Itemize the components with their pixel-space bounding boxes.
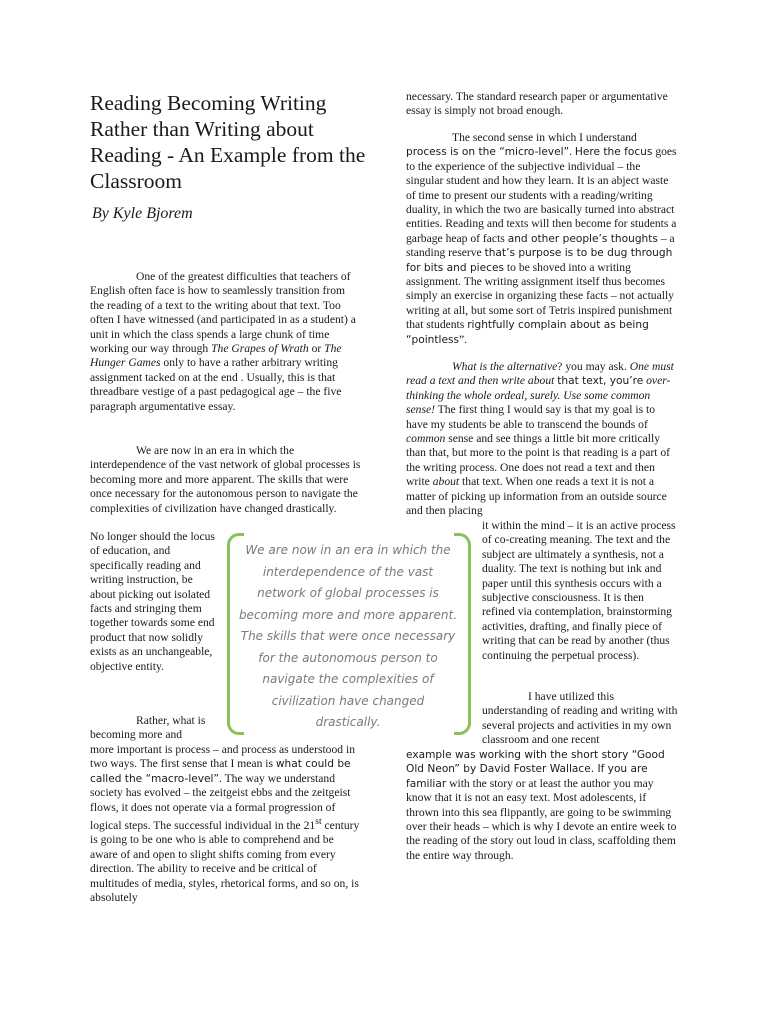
text-run: with the story or at least the author you may know that it is not an easy text. Most adolescents, if thrown into this sea flippantly, are going to be swimming over their heads – which is why I devote an entire week to the reading of the story out loud in class, scaffolding them the entire way through. [406, 776, 677, 862]
book-title: The Grapes of Wrath [211, 342, 309, 356]
right-paragraph-0 [406, 90, 678, 119]
text-run: We are now in an era in which the interdependence of the vast network of global processes is becoming more and more apparent. The skills that were once necessary for the autonomous person to navigate the complexities of civilization have changed drastically. [90, 444, 361, 515]
text-run: No longer should the locus of education, and specifically reading and writing instruction, be about picking out isolated facts and stringing them together towards some end product that now solidly exists as an unchangeable, objective entity. [90, 530, 215, 673]
left-paragraph-2-wrap [90, 530, 218, 674]
text-run: over-thinking the whole ordeal, surely. Use some common sense! [406, 374, 671, 417]
article-title: Reading Becoming Writing Rather than Writing about Reading - An Example from the Classroom [90, 91, 366, 193]
text-run: One of the greatest difficulties that teachers of English often face is how to seamlessly transition from the reading of a text to the writing about that text. Too often I have witnessed (and participated in as a student) a unit in which the class spends a large chunk of time working our way through [90, 270, 356, 356]
text-run: it within the mind – it is an active process of co-creating meaning. The text and the subject are ultimately a synthesis, not a duality. The text is nothing but ink and paper until this synthesis occurs with a subjective consciousness. It is then refined via contemplation, brainstorming activities, drafting, and finally piece of writing that can be read by another (thus continuing the perpetual process). [482, 519, 676, 662]
text-run: only to have a rather arbitrary writing assignment tacked on at the end . Usually, this is that threadbare vestige of a past pedagogical age – the five paragraph argumentative essay. [90, 356, 342, 413]
text-run: more important is process – and process as understood in two ways. The first sense that I mean is [90, 743, 355, 771]
superscript: st [315, 816, 322, 828]
text-run: One must read a text and then write about [406, 360, 674, 388]
text-run: example was working with the short story “Good Old Neon” by David Foster Wallace. If you are familiar [406, 749, 665, 790]
pull-quote: We are now in an era in which the interdependence of the vast network of global processes is becoming more and more apparent. The skills that were once necessary for the autonomous person to navigate the complexities of civilization have changed drastically. [238, 543, 458, 729]
text-run: and other people’s thoughts [507, 232, 658, 245]
text-run: Rather, what is becoming more and [90, 714, 206, 742]
text-run: ”. [459, 332, 468, 346]
left-paragraph-3 [90, 743, 362, 905]
text-run: necessary. The standard research paper or argumentative essay is simply not broad enough. [406, 90, 668, 118]
text-run: or [308, 342, 325, 356]
text-run: ? you may ask. [557, 360, 630, 373]
text-run: what could be called the “macro-level” [90, 758, 351, 785]
text-run: that’s purpose is to be dug through for bits and pieces [406, 247, 673, 274]
text-run: I have utilized this understanding of reading and writing with several projects and activities in my own classroom and one recent [482, 690, 678, 747]
text-run: century is going to be one who is able to comprehend and be aware of and open to slight shifts coming from every direction. The ability to receive and be critical of multitudes of media, styles, rhetorical forms, and so on, is absolutely [90, 818, 360, 904]
text-run: – a standing reserve [406, 231, 675, 260]
text-run: The first thing I would say is that my goal is to have my students be able to transcend the bounds of [406, 403, 656, 431]
left-paragraph-1 [90, 270, 362, 414]
right-paragraph-5 [406, 360, 678, 518]
text-run: . [569, 145, 575, 159]
left-paragraph-2 [90, 444, 362, 516]
right-paragraph-6-wrap [482, 690, 678, 748]
text-run: that text, you’re [557, 375, 644, 388]
text-run: common [406, 432, 446, 446]
text-run: . The way we understand society has evolved – the zeitgeist ebbs and the zeitgeist flows, it does not operate via a formal progression of logical steps. The successful individual in the 21 [90, 771, 351, 832]
text-run: about [432, 475, 460, 489]
text-run: to be shoved into a writing assignment. The writing assignment itself thus becomes simply an exercise in organizing these facts – not actually writing at all, but some sort of Tetris inspired punishment that students [406, 260, 674, 332]
text-run: What is the alternative [452, 360, 558, 373]
text-run: goes to the experience of the subjective individual – the singular student and how they learn. It is an abject waste of time to present our students with a reading/writing duality, in which the two are basically turned into abstract entities. Reading and texts will then become for students a garbage heap of facts [406, 145, 677, 245]
article-author: By Kyle Bjorem [92, 205, 193, 222]
right-paragraph-4 [406, 131, 678, 347]
text-run: Here the focus [574, 146, 653, 159]
book-title: The Hunger Games [90, 342, 342, 370]
right-paragraph-5-wrap [482, 519, 678, 663]
text-run: that text. When one reads a text it is not a matter of picking up information from an outside source and then placing [406, 475, 667, 518]
text-run: The second sense in which I understand [452, 131, 637, 144]
text-run: sense and see things a little bit more critically than that, but more to the point is that reading is a part of the writing process. One does not read a text and then write [406, 432, 671, 489]
text-run: rightfully complain about as being “pointless [406, 319, 649, 346]
text-run: process is on the “micro-level” [406, 146, 570, 159]
right-paragraph-6 [406, 748, 678, 863]
left-paragraph-3-wrap [90, 714, 218, 743]
